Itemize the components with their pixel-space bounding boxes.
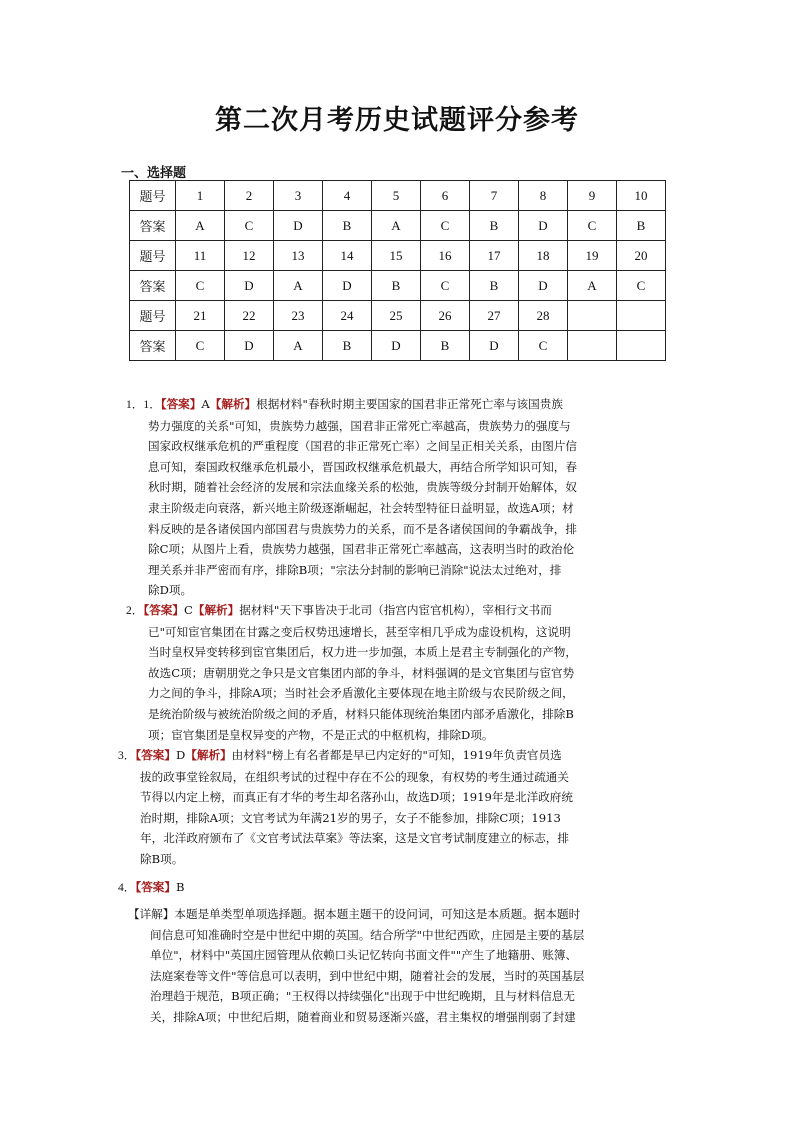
table-cell: B <box>372 271 421 301</box>
table-row <box>130 331 666 361</box>
table-cell: D <box>372 331 421 361</box>
table-cell: D <box>274 211 323 241</box>
q4-answer-tag: 【答案】 <box>135 880 176 894</box>
q3-answer: D <box>175 748 186 762</box>
row-label: 答案 <box>130 271 176 301</box>
q1-number: 1．1． <box>126 398 161 411</box>
q1-text: 国家政权继承危机的严重程度（国君的非正常死亡率）之间呈正相关关系，由图片信 <box>148 439 577 454</box>
question-4-detail <box>128 904 688 1028</box>
q2-text: 是统治阶级与被统治阶级之间的矛盾，材料只能体现统治集团内部矛盾激化，排除B <box>148 706 574 721</box>
table-cell: 11 <box>176 241 225 271</box>
answer-table <box>129 180 666 361</box>
q3-line-first <box>118 745 686 767</box>
table-cell: C <box>225 211 274 241</box>
table-cell: 20 <box>617 241 666 271</box>
table-cell: 2 <box>225 181 274 211</box>
q2-number: 2． <box>126 604 144 617</box>
table-cell: 8 <box>519 181 568 211</box>
table-cell: D <box>225 331 274 361</box>
q2-explain-tag: 【解析】 <box>192 603 240 617</box>
table-cell: 1 <box>176 181 225 211</box>
q3-text: 拔的政事堂铨叙局，在组织考试的过程中存在不公的现象，有权势的考生通过疏通关 <box>140 769 569 784</box>
q1-text: 秋时期，随着社会经济的发展和宗法血缘关系的松弛，贵族等级分封制开始解体，奴 <box>148 480 577 495</box>
q3-number: 3． <box>118 749 136 762</box>
q4-number: 4． <box>118 881 136 894</box>
table-cell: D <box>519 271 568 301</box>
table-cell: 5 <box>372 181 421 211</box>
table-cell: D <box>470 331 519 361</box>
table-cell: 25 <box>372 301 421 331</box>
table-cell: 4 <box>323 181 372 211</box>
table-cell: 19 <box>568 241 617 271</box>
table-cell: C <box>176 271 225 301</box>
table-cell: D <box>225 271 274 301</box>
q4-text: 治理趋于规范，B项正确；"王权得以持续强化"出现于中世纪晚期，且与材料信息无 <box>150 989 575 1004</box>
q4-text: 间信息可知准确时空是中世纪中期的英国。结合所学"中世纪西欧，庄园是主要的基层 <box>150 927 585 942</box>
table-cell: 22 <box>225 301 274 331</box>
row-label: 题号 <box>130 241 176 271</box>
row-label: 题号 <box>130 181 176 211</box>
table-cell: 14 <box>323 241 372 271</box>
table-cell: 15 <box>372 241 421 271</box>
table-cell: C <box>568 211 617 241</box>
q4-text: 法庭案卷等文件"等信息可以表明，到中世纪中期，随着社会的发展，当时的英国基层 <box>150 968 585 983</box>
page-title: 第二次月考历史试题评分参考 <box>215 105 579 136</box>
question-3-explanation <box>118 745 686 870</box>
q1-text: 势力强度的关系"可知，贵族势力越强，国君非正常死亡率越高，贵族势力的强度与 <box>148 418 571 433</box>
q4-text: 本题是单类型单项选择题。据本题主题干的设问词，可知这是本质题。据本题时 <box>174 907 581 921</box>
q2-text: 当时皇权异变转移到宦官集团后，权力进一步加强，本质上是君主专制强化的产物， <box>148 645 577 660</box>
table-cell: A <box>372 211 421 241</box>
table-cell: A <box>274 271 323 301</box>
q2-text: 项；宦官集团是皇权异变的产物，不是正式的中枢机构，排除D项。 <box>148 727 494 742</box>
q4-answer: B <box>175 880 185 894</box>
table-cell: B <box>323 211 372 241</box>
q2-text: 故选C项；唐朝朋党之争只是文官集团内部的争斗，材料强调的是文官集团与宦官势 <box>148 665 575 680</box>
table-row <box>130 211 666 241</box>
section-heading-choice: 一、选择题 <box>121 166 187 181</box>
table-cell: 3 <box>274 181 323 211</box>
table-row <box>130 241 666 271</box>
q4-detail-first <box>128 904 688 925</box>
q1-text: 除D项。 <box>148 583 193 598</box>
table-cell: A <box>274 331 323 361</box>
table-cell: B <box>617 211 666 241</box>
table-cell: 6 <box>421 181 470 211</box>
table-cell: B <box>421 331 470 361</box>
table-cell: B <box>470 211 519 241</box>
q2-answer-tag: 【答案】 <box>143 603 184 617</box>
question-2-explanation <box>126 600 686 745</box>
table-cell <box>617 331 666 361</box>
table-row <box>130 301 666 331</box>
row-label: 答案 <box>130 331 176 361</box>
table-cell: C <box>519 331 568 361</box>
table-cell: 27 <box>470 301 519 331</box>
table-cell: 18 <box>519 241 568 271</box>
table-cell: B <box>470 271 519 301</box>
table-cell: 28 <box>519 301 568 331</box>
table-cell: 13 <box>274 241 323 271</box>
table-cell: A <box>568 271 617 301</box>
table-cell: 7 <box>470 181 519 211</box>
q2-text: 已"可知宦官集团在甘露之变后权势迅速增长，甚至宰相几乎成为虚设机构，这说明 <box>148 624 571 639</box>
q3-text: 由材料"榜上有名者都是早已内定好的"可知，1919年负责官员选 <box>231 748 562 762</box>
table-cell: D <box>519 211 568 241</box>
q1-answer-tag: 【答案】 <box>160 397 202 411</box>
q3-text: 节得以内定上榜，而真正有才华的考生却名落孙山，故选D项；1919年是北洋政府统 <box>140 790 573 805</box>
q1-explain-tag: 【解析】 <box>209 397 257 411</box>
table-row <box>130 271 666 301</box>
q2-answer: C <box>183 603 193 617</box>
table-cell <box>568 301 617 331</box>
table-cell: 26 <box>421 301 470 331</box>
table-cell: 24 <box>323 301 372 331</box>
table-cell: C <box>176 331 225 361</box>
q4-line-first <box>118 877 686 899</box>
q2-text: 力之间的争斗，排除A项；当时社会矛盾激化主要体现在地主阶级与农民阶级之间， <box>148 686 574 701</box>
row-label: 答案 <box>130 211 176 241</box>
table-cell: 9 <box>568 181 617 211</box>
q4-text: 单位"，材料中"英国庄园管理从依赖口头记忆转向书面文件""产生了地籍册、账簿、 <box>150 948 578 963</box>
table-cell <box>617 301 666 331</box>
table-cell: 16 <box>421 241 470 271</box>
table-cell: C <box>421 271 470 301</box>
q1-text: 料反映的是各诸侯国内部国君与贵族势力的关系，而不是各诸侯国间的争霸战争，排 <box>148 521 577 536</box>
q4-detail-tag: 【详解】 <box>128 907 175 921</box>
q3-text: 年，北洋政府颁布了《文官考试法草案》等法案，这是文官考试制度建立的标志，排 <box>140 831 569 846</box>
table-cell <box>568 331 617 361</box>
table-cell: 21 <box>176 301 225 331</box>
question-1-explanation <box>126 394 686 601</box>
q1-text: 理关系并非严密而有序，排除B项；"宗法分封制的影响已消除"说法太过绝对，排 <box>148 562 562 577</box>
q3-answer-tag: 【答案】 <box>135 748 176 762</box>
q2-line-first <box>126 600 686 622</box>
table-cell: B <box>323 331 372 361</box>
q2-text: 据材料"天下事皆决于北司（指宫内宦官机构），宰相行文书而 <box>239 603 552 617</box>
table-cell: 23 <box>274 301 323 331</box>
q3-text: 除B项。 <box>140 851 184 866</box>
q1-answer: A <box>201 397 210 411</box>
table-cell: C <box>421 211 470 241</box>
table-cell: 10 <box>617 181 666 211</box>
table-cell: D <box>323 271 372 301</box>
q1-text: 除C项；从图片上看，贵族势力越强，国君非正常死亡率越高，这表明当时的政治伦 <box>148 542 575 557</box>
question-4-answer <box>118 877 686 899</box>
table-cell: C <box>617 271 666 301</box>
q1-text: 根据材料"春秋时期主要国家的国君非正常死亡率与该国贵族 <box>256 397 563 411</box>
q1-text: 息可知，秦国政权继承危机最小，晋国政权继承危机最大，再结合所学知识可知，春 <box>148 459 577 474</box>
q4-text: 关，排除A项；中世纪后期，随着商业和贸易逐渐兴盛，君主集权的增强削弱了封建 <box>150 1009 576 1024</box>
table-row <box>130 181 666 211</box>
table-cell: 17 <box>470 241 519 271</box>
q1-text: 隶主阶级走向衰落，新兴地主阶级逐渐崛起，社会转型特征日益明显，故选A项；材 <box>148 500 574 515</box>
q1-line-first <box>126 394 686 416</box>
q3-explain-tag: 【解析】 <box>185 748 232 762</box>
row-label: 题号 <box>130 301 176 331</box>
table-cell: 12 <box>225 241 274 271</box>
q3-text: 治时期，排除A项；文官考试为年满21岁的男子，女子不能参加，排除C项；1913 <box>140 810 561 825</box>
table-cell: A <box>176 211 225 241</box>
